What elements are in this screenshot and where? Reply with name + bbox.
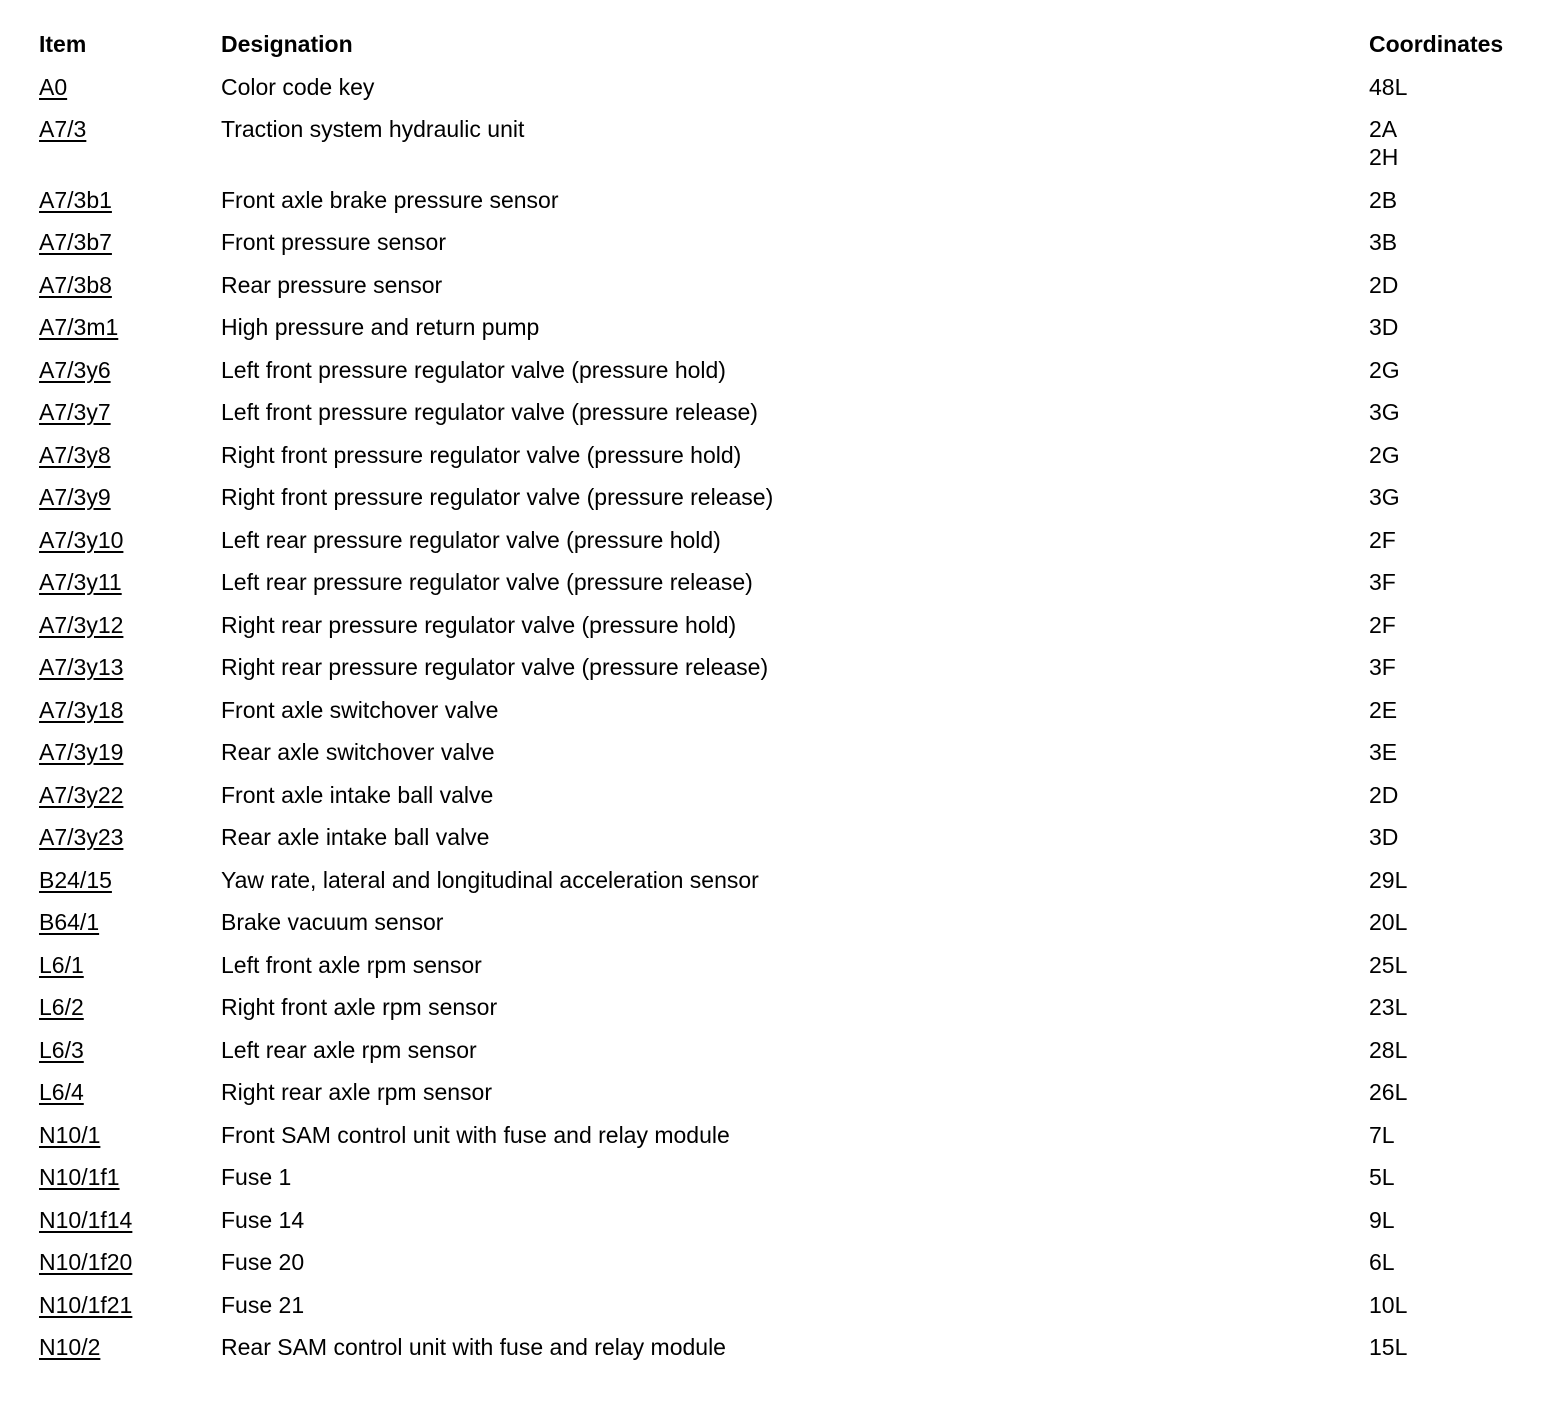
coordinates-cell: [1369, 1333, 1539, 1361]
table-row: [39, 823, 1539, 851]
coordinate-value: 2D: [1369, 271, 1399, 298]
table-row: [39, 356, 1539, 384]
designation-cell: Right rear pressure regulator valve (pressure hold): [221, 611, 737, 638]
item-cell: [39, 441, 221, 469]
designation-cell: Right front pressure regulator valve (pressure release): [221, 484, 774, 510]
item-cell: [39, 186, 221, 214]
designation-cell: Rear pressure sensor: [221, 271, 443, 298]
designation-cell: Fuse 21: [221, 1291, 305, 1318]
table-row: [39, 993, 1539, 1021]
coordinate-value: 2D: [1369, 781, 1399, 808]
item-cell: [39, 228, 221, 256]
table-row: [39, 313, 1539, 341]
coordinate-value: 3F: [1369, 569, 1396, 595]
designation-cell: High pressure and return pump: [221, 314, 540, 340]
coordinate-value: 48L: [1369, 73, 1408, 100]
coordinates-cell: [1369, 271, 1539, 299]
table-row: [39, 271, 1539, 299]
item-cell: [39, 951, 221, 979]
item-cell: [39, 73, 221, 101]
table-row: [39, 1121, 1539, 1149]
item-cell: [39, 1121, 221, 1149]
item-link[interactable]: A7/3b7: [39, 229, 112, 255]
item-cell: [39, 271, 221, 299]
table-row: [39, 1248, 1539, 1276]
item-link[interactable]: A7/3y12: [39, 611, 124, 638]
table-row: [39, 738, 1539, 766]
coordinate-value: 7L: [1369, 1121, 1395, 1148]
coordinates-cell: [1369, 115, 1539, 171]
designation-cell: Color code key: [221, 73, 375, 100]
coordinate-value: 2F: [1369, 611, 1396, 638]
table-row: [39, 653, 1539, 681]
designation-cell: Front axle intake ball valve: [221, 781, 494, 808]
table-row: [39, 1163, 1539, 1191]
designation-cell: Traction system hydraulic unit: [221, 116, 525, 142]
item-link[interactable]: N10/1f20: [39, 1249, 133, 1275]
item-cell: [39, 866, 221, 894]
coordinate-value: 3E: [1369, 739, 1398, 765]
item-cell: [39, 356, 221, 384]
table-row: [39, 1333, 1539, 1361]
item-cell: [39, 313, 221, 341]
designation-cell: Right rear pressure regulator valve (pressure release): [221, 654, 769, 680]
designation-cell: Rear SAM control unit with fuse and relay module: [221, 1334, 726, 1360]
coordinate-value: 23L: [1369, 994, 1408, 1020]
coordinate-value: 5L: [1369, 1164, 1395, 1190]
item-link[interactable]: L6/2: [39, 994, 84, 1020]
coordinates-cell: [1369, 1206, 1539, 1234]
table-row: [39, 526, 1539, 554]
designation-cell: Right rear axle rpm sensor: [221, 1079, 492, 1105]
table-row: [39, 908, 1539, 936]
item-link[interactable]: A7/3b1: [39, 186, 112, 213]
coordinate-value: 3D: [1369, 314, 1399, 340]
table-row: [39, 1078, 1539, 1106]
coordinates-cell: [1369, 313, 1539, 341]
designation-column-header: Designation: [221, 31, 353, 57]
designation-cell: Left front axle rpm sensor: [221, 951, 482, 978]
item-link[interactable]: B24/15: [39, 866, 112, 893]
coordinate-value: 3D: [1369, 824, 1399, 850]
coordinate-value: 15L: [1369, 1334, 1408, 1360]
item-link[interactable]: N10/1: [39, 1121, 101, 1148]
item-link[interactable]: A7/3y23: [39, 824, 124, 850]
coordinate-value: 25L: [1369, 951, 1408, 978]
table-row: [39, 1291, 1539, 1319]
coordinate-value: 28L: [1369, 1036, 1408, 1063]
coordinates-cell: [1369, 993, 1539, 1021]
coordinates-cell: [1369, 611, 1539, 639]
coordinates-cell: [1369, 738, 1539, 766]
table-row: [39, 781, 1539, 809]
item-link[interactable]: A7/3y22: [39, 781, 124, 808]
coordinate-value: 2E: [1369, 696, 1398, 723]
item-link[interactable]: A7/3m1: [39, 314, 119, 340]
table-row: [39, 866, 1539, 894]
coordinate-value: 2F: [1369, 526, 1396, 553]
coordinate-value: 9L: [1369, 1206, 1395, 1233]
item-cell: [39, 1333, 221, 1361]
coordinates-cell: [1369, 951, 1539, 979]
coordinates-cell: [1369, 1163, 1539, 1191]
item-cell: [39, 653, 221, 681]
table-header-row: [39, 30, 1539, 58]
designation-cell: Front SAM control unit with fuse and relay module: [221, 1121, 730, 1148]
coordinate-value: 2A: [1369, 116, 1398, 142]
table-row: [39, 73, 1539, 101]
item-link[interactable]: A7/3y6: [39, 356, 111, 383]
designation-cell: Left rear pressure regulator valve (pressure release): [221, 569, 753, 595]
item-cell: [39, 781, 221, 809]
item-link[interactable]: A7/3y7: [39, 399, 111, 425]
item-link[interactable]: B64/1: [39, 909, 100, 935]
item-cell: [39, 823, 221, 851]
coordinate-value: 3F: [1369, 654, 1396, 680]
coordinates-cell: [1369, 1248, 1539, 1276]
table-row: [39, 1036, 1539, 1064]
item-cell: [39, 1036, 221, 1064]
item-link[interactable]: L6/1: [39, 951, 84, 978]
table-row: [39, 398, 1539, 426]
table-row: [39, 568, 1539, 596]
designation-cell: Fuse 1: [221, 1164, 292, 1190]
coordinates-cell: [1369, 1036, 1539, 1064]
item-cell: [39, 1078, 221, 1106]
item-link[interactable]: N10/1f14: [39, 1206, 133, 1233]
coordinates-cell: [1369, 228, 1539, 256]
coordinate-value: 3B: [1369, 229, 1398, 255]
item-link[interactable]: A7/3y8: [39, 441, 111, 468]
designation-cell: Rear axle switchover valve: [221, 739, 495, 765]
designation-cell: Brake vacuum sensor: [221, 909, 444, 935]
table-row: [39, 696, 1539, 724]
item-link[interactable]: A7/3y9: [39, 484, 111, 510]
designation-cell: Fuse 20: [221, 1249, 305, 1275]
coordinate-value: 2B: [1369, 186, 1398, 213]
item-cell: [39, 398, 221, 426]
designation-cell: Rear axle intake ball valve: [221, 824, 490, 850]
coordinates-cell: [1369, 1121, 1539, 1149]
item-cell: [39, 908, 221, 936]
coordinates-cell: [1369, 483, 1539, 511]
table-row: [39, 441, 1539, 469]
coordinate-value: 2H: [1369, 144, 1399, 170]
coordinates-cell: [1369, 73, 1539, 101]
coordinates-cell: [1369, 356, 1539, 384]
item-link[interactable]: A0: [39, 73, 68, 100]
item-link[interactable]: N10/1f1: [39, 1164, 120, 1190]
table-row: [39, 1206, 1539, 1234]
coordinate-value: 2G: [1369, 356, 1400, 383]
item-link[interactable]: A7/3y11: [39, 569, 122, 595]
item-cell: [39, 483, 221, 511]
coordinates-cell: [1369, 1291, 1539, 1319]
designation-cell: Right front pressure regulator valve (pressure hold): [221, 441, 742, 468]
item-cell: [39, 1163, 221, 1191]
item-link[interactable]: A7/3y18: [39, 696, 124, 723]
component-legend-table: [39, 30, 1539, 1376]
item-link[interactable]: L6/3: [39, 1036, 84, 1063]
designation-cell: Left rear pressure regulator valve (pressure hold): [221, 526, 721, 553]
designation-cell: Front axle switchover valve: [221, 696, 499, 723]
table-row: [39, 611, 1539, 639]
item-link[interactable]: L6/4: [39, 1079, 84, 1105]
coordinates-cell: [1369, 1078, 1539, 1106]
item-cell: [39, 1248, 221, 1276]
designation-cell: Front pressure sensor: [221, 229, 446, 255]
coordinates-cell: [1369, 186, 1539, 214]
item-link[interactable]: N10/2: [39, 1334, 101, 1360]
item-cell: [39, 738, 221, 766]
item-link[interactable]: A7/3y19: [39, 739, 124, 765]
item-cell: [39, 526, 221, 554]
designation-cell: Fuse 14: [221, 1206, 305, 1233]
table-row: [39, 115, 1539, 171]
coordinate-value: 2G: [1369, 441, 1400, 468]
coordinate-value: 3G: [1369, 399, 1400, 425]
coordinate-value: 6L: [1369, 1249, 1395, 1275]
coordinate-value: 29L: [1369, 866, 1408, 893]
item-link[interactable]: A7/3b8: [39, 271, 112, 298]
item-cell: [39, 611, 221, 639]
coordinate-value: 20L: [1369, 909, 1408, 935]
designation-cell: Left rear axle rpm sensor: [221, 1036, 477, 1063]
table-row: [39, 228, 1539, 256]
item-link[interactable]: A7/3y10: [39, 526, 124, 553]
item-cell: [39, 568, 221, 596]
coordinate-value: 26L: [1369, 1079, 1408, 1105]
coordinate-value: 3G: [1369, 484, 1400, 510]
coordinates-cell: [1369, 823, 1539, 851]
designation-cell: Yaw rate, lateral and longitudinal acceleration sensor: [221, 866, 759, 893]
item-cell: [39, 696, 221, 724]
coordinates-cell: [1369, 781, 1539, 809]
designation-cell: Front axle brake pressure sensor: [221, 186, 559, 213]
coordinates-column-header: Coordinates: [1369, 31, 1504, 57]
item-link[interactable]: A7/3: [39, 116, 87, 142]
table-body: [39, 73, 1539, 1362]
coordinates-cell: [1369, 441, 1539, 469]
coordinates-cell: [1369, 653, 1539, 681]
item-link[interactable]: A7/3y13: [39, 654, 124, 680]
coordinates-cell: [1369, 568, 1539, 596]
designation-cell: Right front axle rpm sensor: [221, 994, 498, 1020]
item-cell: [39, 1291, 221, 1319]
item-cell: [39, 115, 221, 143]
table-row: [39, 483, 1539, 511]
designation-cell: Left front pressure regulator valve (pressure release): [221, 399, 758, 425]
item-column-header: Item: [39, 31, 87, 57]
item-link[interactable]: N10/1f21: [39, 1291, 133, 1318]
coordinates-cell: [1369, 398, 1539, 426]
coordinates-cell: [1369, 526, 1539, 554]
table-row: [39, 186, 1539, 214]
item-cell: [39, 993, 221, 1021]
coordinate-value: 10L: [1369, 1291, 1408, 1318]
table-row: [39, 951, 1539, 979]
item-cell: [39, 1206, 221, 1234]
coordinates-cell: [1369, 908, 1539, 936]
coordinates-cell: [1369, 866, 1539, 894]
coordinates-cell: [1369, 696, 1539, 724]
designation-cell: Left front pressure regulator valve (pressure hold): [221, 356, 726, 383]
